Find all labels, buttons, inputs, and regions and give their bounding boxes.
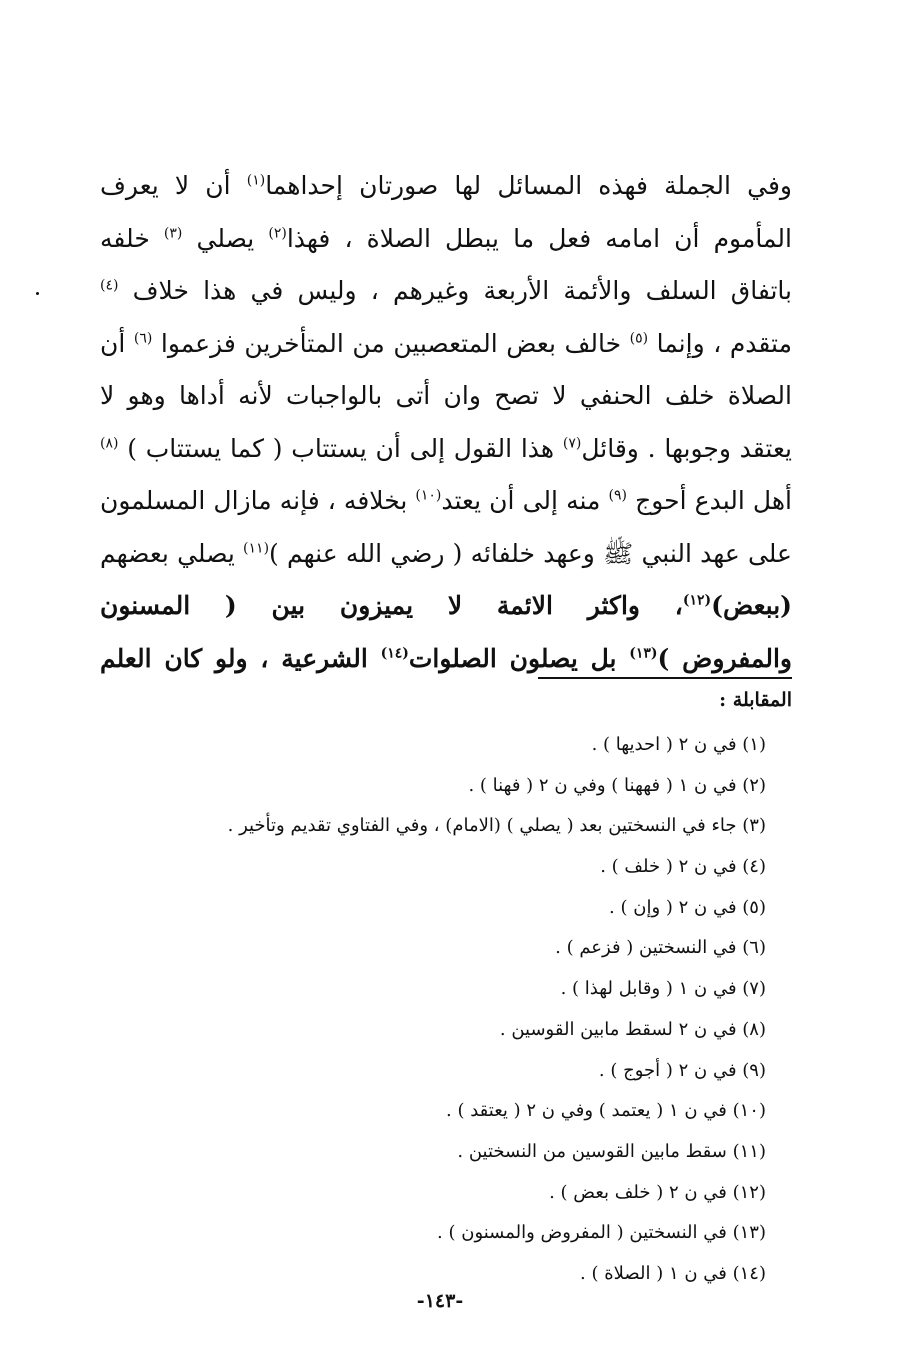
body-text xyxy=(100,160,792,685)
body-line: أهل البدع أحوج $^{(٩)}$ منه إلى أن يعتد$^{(١٠)}$ بخلافه ، فإنه مازال المسلمون xyxy=(100,486,792,515)
footnote-item: (٢) في ن ١ ( فههنا ) وفي ن ٢ ( فهنا ) . xyxy=(468,774,766,796)
footnote-item: (٦) في النسختين ( فزعم ) . xyxy=(555,937,766,959)
footnote-item: (٨) في ن ٢ لسقط مابين القوسين . xyxy=(499,1018,766,1040)
body-line: (ببعض)$^{(١٢)}$، واكثر الائمة لا يميزون بين ( المسنون xyxy=(100,591,792,620)
footnote-item: (٤) في ن ٢ ( خلف ) . xyxy=(600,856,766,878)
page-number: -١٤٣- xyxy=(416,1290,464,1312)
footnote-item: (٣) جاء في النسختين بعد ( يصلي ) (الامام) ، وفي الفتاوي تقديم وتأخير . xyxy=(227,815,766,837)
footnote-item: (١١) سقط مابين القوسين من النسختين . xyxy=(457,1140,766,1162)
body-line: المأموم أن امامه فعل ما يبطل الصلاة ، فهذا$^{(٢)}$ يصلي $^{(٣)}$ خلفه xyxy=(100,223,792,253)
footnote-item: (١٢) في ن ٢ ( خلف بعض ) . xyxy=(549,1181,766,1203)
footnote-item: (١٤) في ن ١ ( الصلاة ) . xyxy=(580,1262,766,1284)
body-line: متقدم ، وإنما $^{(٥)}$ خالف بعض المتعصبين من المتأخرين فزعموا $^{(٦)}$ أن xyxy=(100,328,792,358)
body-line: وفي الجملة فهذه المسائل لها صورتان إحداهما$^{(١)}$ أن لا يعرف xyxy=(100,171,792,200)
footnote-item: (١) في ن ٢ ( احديها ) . xyxy=(591,734,766,755)
footnote-item: (٧) في ن ١ ( وقابل لهذا ) . xyxy=(560,978,766,1000)
footnote-item: (٩) في ن ٢ ( أجوج ) . xyxy=(598,1059,766,1081)
footnote-divider xyxy=(538,677,792,679)
stray-mark xyxy=(36,292,39,295)
footnote-item: (١٣) في النسختين ( المفروض والمسنون ) . xyxy=(437,1222,766,1244)
notes-heading: المقابلة : xyxy=(719,689,792,711)
footnote-item: (١٠) في ن ١ ( يعتمد ) وفي ن ٢ ( يعتقد ) . xyxy=(446,1100,766,1122)
body-line: على عهد النبي ﷺ وعهد خلفائه ( رضي الله عنهم )$^{(١١)}$ يصلي بعضهم xyxy=(100,538,792,568)
body-line: الصلاة خلف الحنفي لا تصح وان أتى بالواجبات لأنه أداها وهو لا xyxy=(100,381,792,410)
footnotes-list xyxy=(200,725,766,1295)
body-line: باتفاق السلف والأئمة الأربعة وغيرهم ، وليس في هذا خلاف $^{(٤)}$ xyxy=(100,276,792,305)
body-line: يعتقد وجوبها . وقائل$^{(٧)}$ هذا القول إلى أن يستتاب ( كما يستتاب ) $^{(٨)}$ xyxy=(100,433,792,463)
body-line: والمفروض )$^{(١٣)}$ بل يصلون الصلوات$^{(١٤)}$ الشرعية ، ولو كان العلم xyxy=(100,643,792,673)
footnote-item: (٥) في ن ٢ ( وإن ) . xyxy=(609,896,766,918)
